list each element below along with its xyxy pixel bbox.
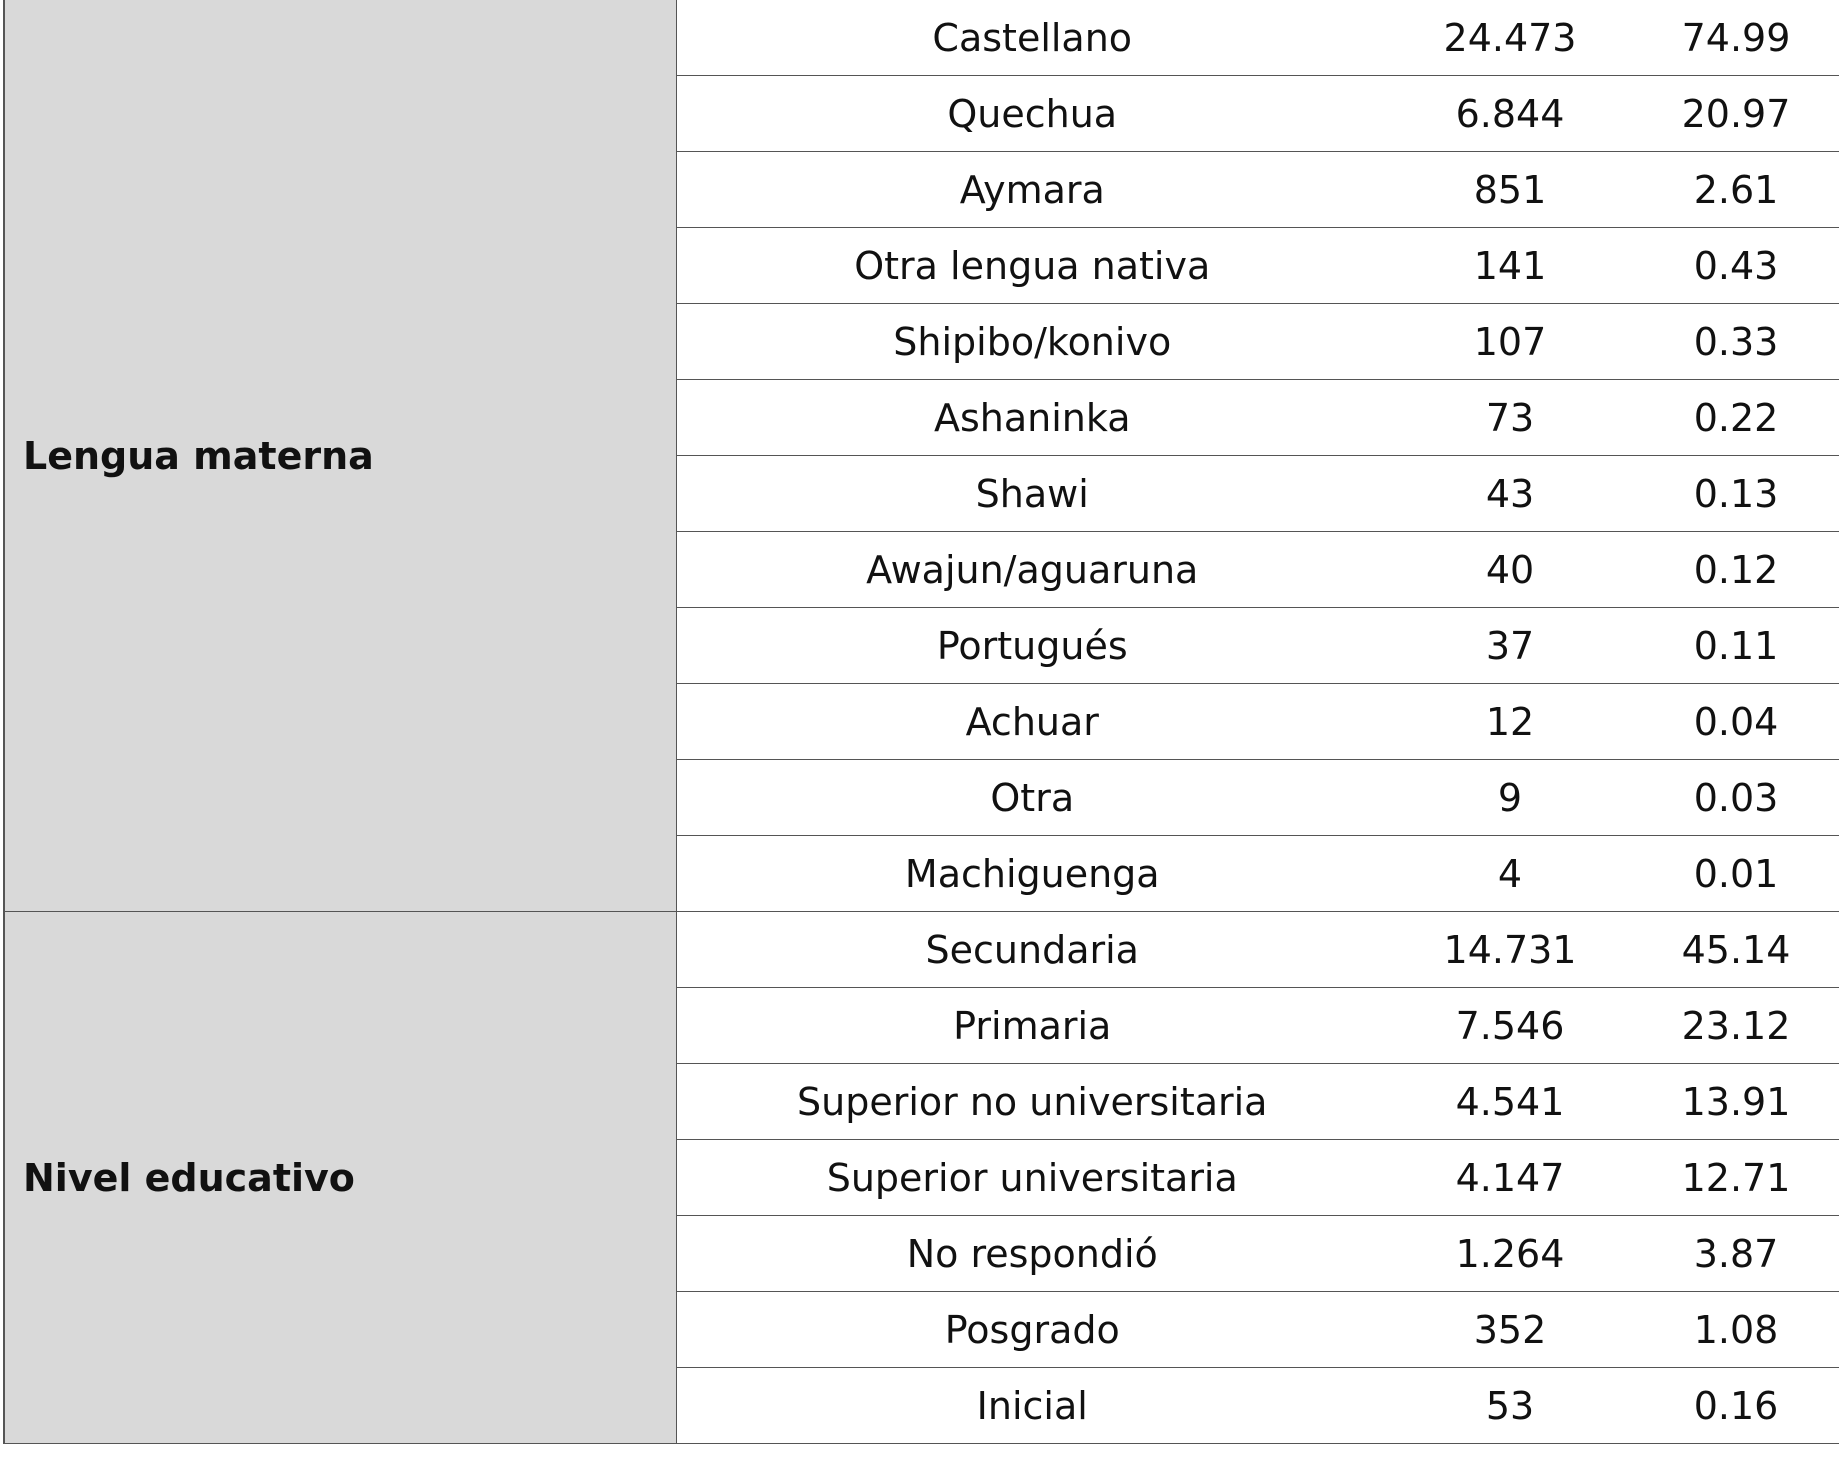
percent-cell: 0.16 [1632,1368,1839,1444]
category-cell: Awajun/aguaruna [676,532,1388,608]
count-cell: 14.731 [1388,912,1632,988]
count-cell: 73 [1388,380,1632,456]
count-cell: 40 [1388,532,1632,608]
category-cell: Castellano [676,0,1388,76]
count-cell: 6.844 [1388,76,1632,152]
category-cell: Aymara [676,152,1388,228]
percent-cell: 12.71 [1632,1140,1839,1216]
count-cell: 12 [1388,684,1632,760]
category-cell: Achuar [676,684,1388,760]
count-cell: 9 [1388,760,1632,836]
count-cell: 7.546 [1388,988,1632,1064]
category-cell: Shipibo/konivo [676,304,1388,380]
percent-cell: 0.43 [1632,228,1839,304]
category-cell: Secundaria [676,912,1388,988]
percent-cell: 0.04 [1632,684,1839,760]
percent-cell: 0.33 [1632,304,1839,380]
count-cell: 4.147 [1388,1140,1632,1216]
percent-cell: 13.91 [1632,1064,1839,1140]
category-cell: Superior no universitaria [676,1064,1388,1140]
percent-cell: 45.14 [1632,912,1839,988]
count-cell: 53 [1388,1368,1632,1444]
category-cell: No respondió [676,1216,1388,1292]
percent-cell: 3.87 [1632,1216,1839,1292]
percent-cell: 0.01 [1632,836,1839,912]
category-cell: Ashaninka [676,380,1388,456]
percent-cell: 0.22 [1632,380,1839,456]
count-cell: 4 [1388,836,1632,912]
percent-cell: 20.97 [1632,76,1839,152]
category-cell: Posgrado [676,1292,1388,1368]
category-cell: Primaria [676,988,1388,1064]
category-cell: Machiguenga [676,836,1388,912]
group-label-nivel-educativo: Nivel educativo [4,912,676,1444]
table-row [4,0,1839,76]
percent-cell: 0.12 [1632,532,1839,608]
category-cell: Portugués [676,608,1388,684]
demographics-table [3,0,1839,1444]
category-cell: Otra lengua nativa [676,228,1388,304]
count-cell: 1.264 [1388,1216,1632,1292]
count-cell: 4.541 [1388,1064,1632,1140]
count-cell: 37 [1388,608,1632,684]
table-body [4,0,1839,1444]
count-cell: 352 [1388,1292,1632,1368]
percent-cell: 0.13 [1632,456,1839,532]
percent-cell: 0.03 [1632,760,1839,836]
count-cell: 107 [1388,304,1632,380]
table-row [4,912,1839,988]
category-cell: Superior universitaria [676,1140,1388,1216]
count-cell: 24.473 [1388,0,1632,76]
percent-cell: 2.61 [1632,152,1839,228]
category-cell: Otra [676,760,1388,836]
percent-cell: 23.12 [1632,988,1839,1064]
group-label-lengua-materna: Lengua materna [4,0,676,912]
category-cell: Inicial [676,1368,1388,1444]
category-cell: Quechua [676,76,1388,152]
percent-cell: 1.08 [1632,1292,1839,1368]
count-cell: 851 [1388,152,1632,228]
count-cell: 43 [1388,456,1632,532]
percent-cell: 74.99 [1632,0,1839,76]
category-cell: Shawi [676,456,1388,532]
count-cell: 141 [1388,228,1632,304]
percent-cell: 0.11 [1632,608,1839,684]
